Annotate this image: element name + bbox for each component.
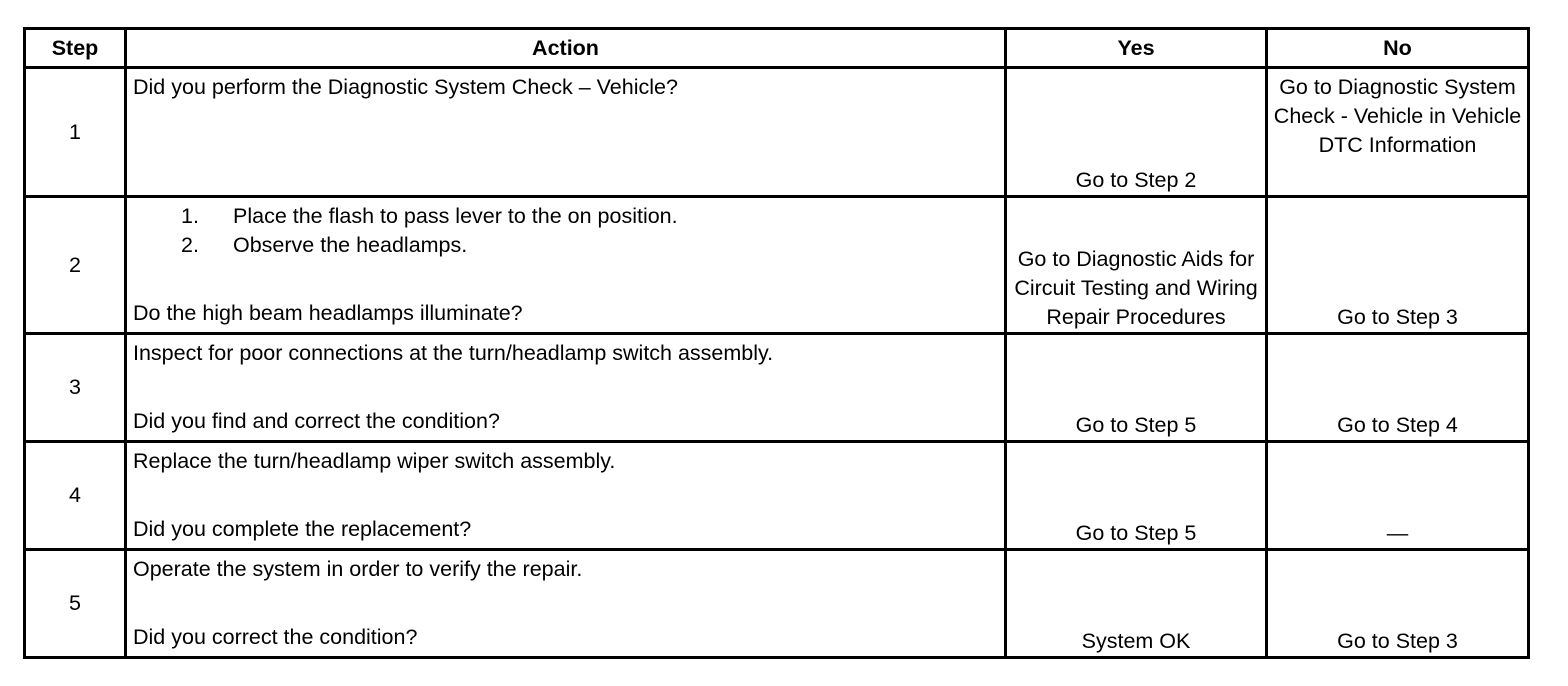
header-step: Step <box>25 29 126 68</box>
list-item-number: 2. <box>181 233 199 257</box>
list-item <box>133 202 998 231</box>
header-action: Action <box>126 29 1006 68</box>
step-number: 1 <box>25 68 126 197</box>
action-question: Do the high beam headlamps illuminate? <box>133 301 523 325</box>
table-row <box>25 197 1529 334</box>
list-item-text: Place the flash to pass lever to the on position. <box>233 204 678 228</box>
diagnostic-table <box>23 27 1530 659</box>
list-item <box>133 231 998 260</box>
no-cell: — <box>1267 442 1529 550</box>
table-row <box>25 442 1529 550</box>
action-question: Did you complete the replacement? <box>133 517 472 541</box>
action-question: Did you find and correct the condition? <box>133 409 500 433</box>
step-number: 2 <box>25 197 126 334</box>
action-text: Inspect for poor connections at the turn/headlamp switch assembly. <box>133 341 774 365</box>
header-no: No <box>1267 29 1529 68</box>
step-number: 3 <box>25 334 126 442</box>
action-text: Did you perform the Diagnostic System Check – Vehicle? <box>133 75 678 99</box>
no-cell: Go to Step 3 <box>1267 550 1529 658</box>
action-list <box>133 202 998 260</box>
no-cell: Go to Step 3 <box>1267 197 1529 334</box>
no-cell: Go to Diagnostic System Check - Vehicle in Vehicle DTC Information <box>1267 68 1529 197</box>
yes-cell: Go to Diagnostic Aids for Circuit Testing and Wiring Repair Procedures <box>1006 197 1267 334</box>
yes-cell: Go to Step 5 <box>1006 334 1267 442</box>
action-question: Did you correct the condition? <box>133 625 418 649</box>
step-number: 4 <box>25 442 126 550</box>
table-row <box>25 550 1529 658</box>
header-yes: Yes <box>1006 29 1267 68</box>
action-cell <box>126 442 1006 550</box>
action-cell <box>126 68 1006 197</box>
yes-cell: Go to Step 2 <box>1006 68 1267 197</box>
list-item-number: 1. <box>181 204 199 228</box>
table-row <box>25 334 1529 442</box>
yes-cell: System OK <box>1006 550 1267 658</box>
table-row <box>25 68 1529 197</box>
action-list-wrap <box>133 202 998 260</box>
yes-cell: Go to Step 5 <box>1006 442 1267 550</box>
action-cell <box>126 550 1006 658</box>
action-text: Replace the turn/headlamp wiper switch assembly. <box>133 449 616 473</box>
header-row <box>25 29 1529 68</box>
list-item-text: Observe the headlamps. <box>233 233 468 257</box>
action-text: Operate the system in order to verify the repair. <box>133 557 583 581</box>
no-cell: Go to Step 4 <box>1267 334 1529 442</box>
action-cell <box>126 197 1006 334</box>
action-cell <box>126 334 1006 442</box>
step-number: 5 <box>25 550 126 658</box>
